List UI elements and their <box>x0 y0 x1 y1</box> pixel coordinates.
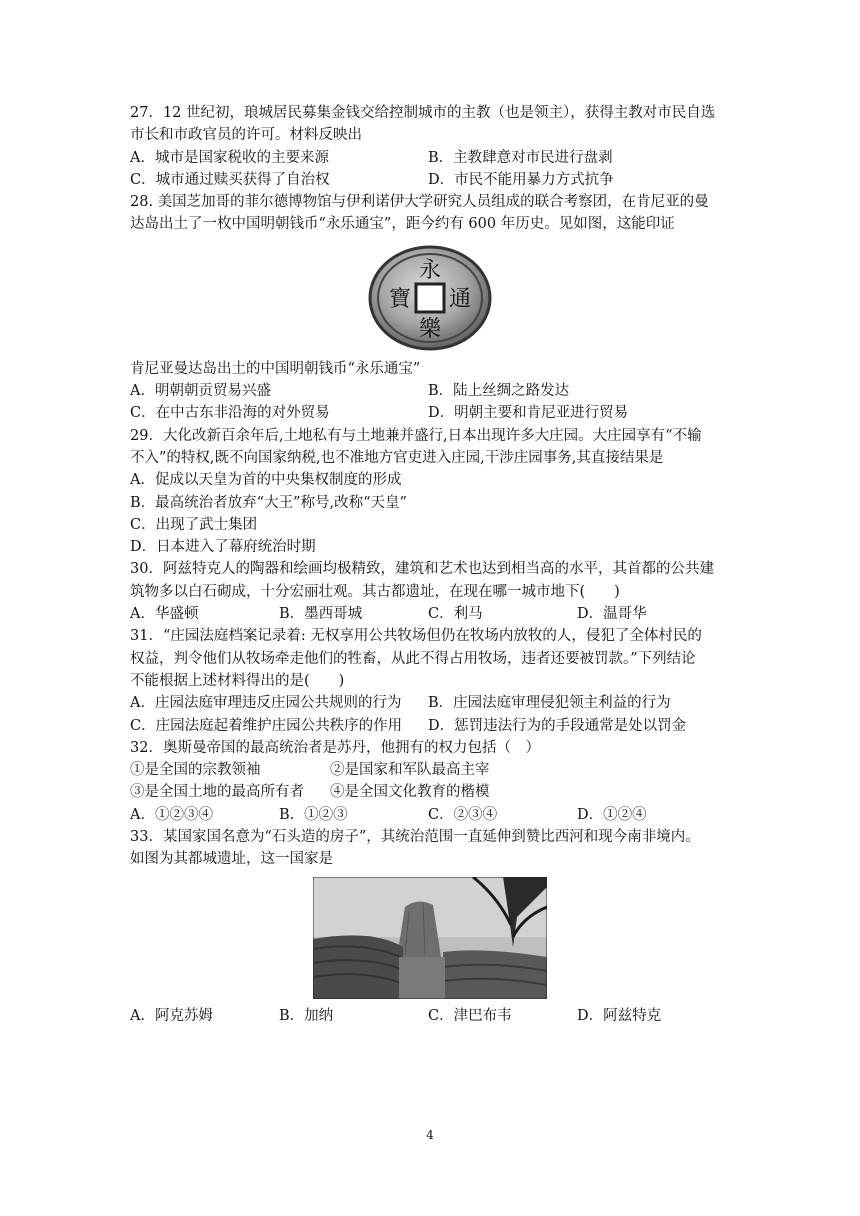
q31-options-row-1 <box>130 692 730 714</box>
q30-option-a: A．华盛顿 <box>130 606 199 623</box>
q31-stem-line-1: 31．“庄园法庭档案记录着: 无权享用公共牧场但仍在牧场内放牧的人，侵犯了全体村民的 <box>130 628 702 645</box>
q32-options-row <box>130 804 730 826</box>
q27-option-b: B．主教肆意对市民进行盘剥 <box>428 149 613 166</box>
q30-stem-line-2: 筑物多以白石砌成，十分宏丽壮观。其古都遗址，在现在哪一城市地下( ) <box>130 583 620 600</box>
q27-option-c: C．城市通过赎买获得了自治权 <box>130 171 330 188</box>
q31-option-a: A．庄园法庭审理违反庄园公共规则的行为 <box>130 695 402 712</box>
q28-options-row-2 <box>130 402 730 424</box>
q29-stem-line-1: 29．大化改新百余年后,土地私有与土地兼并盛行,日本出现许多大庄园。大庄园享有“不输 <box>130 427 702 444</box>
q33-option-b: B．加纳 <box>279 1007 334 1024</box>
q31-option-d: D．惩罚违法行为的手段通常是处以罚金 <box>428 717 687 734</box>
q29-option-b: B．最高统治者放弃“大王”称号,改称“天皇” <box>130 494 407 511</box>
q33-option-a: A．阿克苏姆 <box>130 1007 213 1024</box>
q28-option-d: D．明朝主要和肯尼亚进行贸易 <box>428 405 629 422</box>
coin-char-right: 通 <box>448 286 472 312</box>
q29-option-a: A．促成以天皇为首的中央集权制度的形成 <box>130 472 402 489</box>
q33-options-row <box>130 1005 730 1027</box>
q28-stem-line-1: 28. 美国芝加哥的菲尔德博物馆与伊利诺伊大学研究人员组成的联合考察团，在肯尼亚的曼 <box>130 194 709 211</box>
exam-page <box>130 102 730 1027</box>
q27-stem-line-2: 市长和市政官员的许可。材料反映出 <box>130 127 362 144</box>
question-27 <box>130 102 730 191</box>
q33-option-c: C．津巴布韦 <box>428 1007 512 1024</box>
question-28 <box>130 191 730 424</box>
q32-option-b: B．①②③ <box>279 806 348 823</box>
coin-image <box>368 244 492 352</box>
q32-items-row-1 <box>130 759 730 781</box>
q32-item-1: ①是全国的宗教领袖 <box>130 762 261 779</box>
q33-stem-line-2: 如图为其都城遗址，这一国家是 <box>130 851 333 868</box>
q32-option-d: D．①②④ <box>577 806 647 823</box>
q32-option-c: C．②③④ <box>428 806 498 823</box>
q32-item-3: ③是全国土地的最高所有者 <box>130 784 304 801</box>
q28-option-b: B．陆上丝绸之路发达 <box>428 383 570 400</box>
q31-options-row-2 <box>130 715 730 737</box>
page-number: 4 <box>426 1128 434 1142</box>
q30-options-row <box>130 603 730 625</box>
q30-option-d: D．温哥华 <box>577 606 647 623</box>
coin-char-bottom: 樂 <box>418 316 442 342</box>
q30-stem-line-1: 30．阿兹特克人的陶器和绘画均极精致，建筑和艺术也达到相当高的水平，其首都的公共建 <box>130 561 714 578</box>
q33-option-d: D．阿兹特克 <box>577 1007 662 1024</box>
question-31 <box>130 625 730 736</box>
q31-stem-line-3: 不能根据上述材料得出的是( ) <box>130 672 345 689</box>
coin-char-left: 寶 <box>388 286 412 312</box>
question-29 <box>130 425 730 559</box>
q31-option-c: C．庄园法庭起着维护庄园公共秩序的作用 <box>130 717 403 734</box>
q29-option-c: C．出现了武士集团 <box>130 516 258 533</box>
ruins-photo <box>313 877 547 999</box>
q27-stem-line-1: 27．12 世纪初，琅城居民募集金钱交给控制城市的主教（也是领主），获得主教对市民自选 <box>130 105 716 121</box>
q28-options-row-1 <box>130 380 730 402</box>
q29-option-d: D．日本进入了幕府统治时期 <box>130 539 316 556</box>
q32-item-4: ④是全国文化教育的楷模 <box>330 784 490 801</box>
q28-stem-line-2: 达岛出土了一枚中国明朝钱币“永乐通宝”，距今约有 600 年历史。见如图，这能印证 <box>130 216 675 233</box>
q27-options-row-2 <box>130 169 730 191</box>
q28-option-c: C．在中古东非沿海的对外贸易 <box>130 405 330 422</box>
q29-stem-line-2: 不入”的特权,既不向国家纳税,也不准地方官吏进入庄园,干涉庄园事务,其直接结果是 <box>130 449 664 466</box>
q27-options-row-1 <box>130 147 730 169</box>
q28-caption: 肯尼亚曼达岛出土的中国明朝钱币“永乐通宝” <box>130 360 421 377</box>
q32-item-2: ②是国家和军队最高主宰 <box>330 762 490 779</box>
q32-items-row-2 <box>130 781 730 803</box>
question-32 <box>130 737 730 826</box>
q30-option-c: C．利马 <box>428 606 483 623</box>
question-30 <box>130 558 730 625</box>
q32-option-a: A．①②③④ <box>130 806 213 823</box>
q33-stem-line-1: 33．某国家国名意为“石头造的房子”，其统治范围一直延伸到赞比西河和现今南非境内。 <box>130 829 700 846</box>
q27-option-a: A．城市是国家税收的主要来源 <box>130 149 329 166</box>
q31-option-b: B．庄园法庭审理侵犯领主利益的行为 <box>428 695 671 712</box>
question-33 <box>130 826 730 1027</box>
coin-char-top: 永 <box>418 257 442 283</box>
q32-stem-line-1: 32．奥斯曼帝国的最高统治者是苏丹，他拥有的权力包括（ ） <box>130 739 540 756</box>
q28-option-a: A．明朝朝贡贸易兴盛 <box>130 383 271 400</box>
q27-option-d: D．市民不能用暴力方式抗争 <box>428 171 614 188</box>
q31-stem-line-2: 权益，判令他们从牧场牵走他们的牲畜，从此不得占用牧场，违者还要被罚款。”下列结论 <box>130 650 696 667</box>
q30-option-b: B．墨西哥城 <box>279 606 363 623</box>
